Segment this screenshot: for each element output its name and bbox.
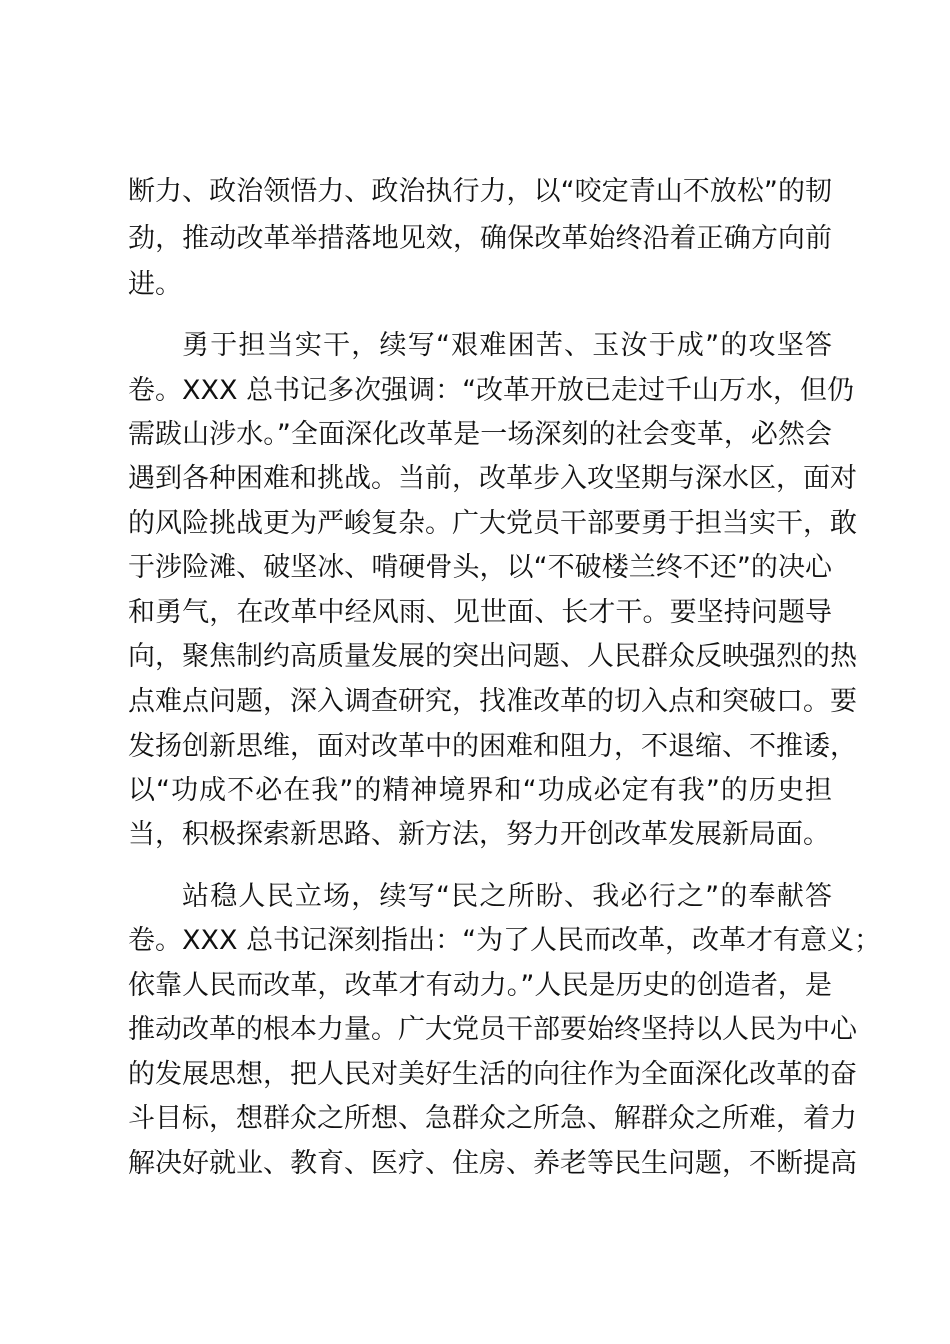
paragraph-3-line-1: 站稳人民立场，续写“民之所盼、我必行之”的奉献答 [182,881,832,912]
paragraph-3-line-5: 的发展思想，把人民对美好生活的向往作为全面深化改革的奋 [128,1059,857,1090]
paragraph-3-line-2: 卷。XXX 总书记深刻指出：“为了人民而改革，改革才有意义； [128,925,882,956]
paragraph-2-line-10: 发扬创新思维，面对改革中的困难和阻力，不退缩、不推诿， [128,731,857,762]
paragraph-3-line-4: 推动改革的根本力量。广大党员干部要始终坚持以人民为中心 [128,1014,857,1045]
paragraph-2-line-6: 于涉险滩、破坚冰、啃硬骨头，以“不破楼兰终不还”的决心 [128,552,832,583]
paragraph-3-line-6: 斗目标，想群众之所想、急群众之所急、解群众之所难，着力 [128,1103,857,1134]
paragraph-3-line-3: 依靠人民而改革，改革才有动力。”人民是历史的创造者，是 [128,970,832,1001]
paragraph-2-line-8: 向，聚焦制约高质量发展的突出问题、人民群众反映强烈的热 [128,641,857,672]
paragraph-2-line-2: 卷。XXX 总书记多次强调：“改革开放已走过千山万水，但仍 [128,375,855,406]
paragraph-3-line-7: 解决好就业、教育、医疗、住房、养老等民生问题，不断提高 [128,1148,857,1179]
paragraph-2-line-4: 遇到各种困难和挑战。当前，改革步入攻坚期与深水区，面对 [128,463,857,494]
paragraph-2-line-9: 点难点问题，深入调查研究，找准改革的切入点和突破口。要 [128,686,857,717]
paragraph-2-line-1: 勇于担当实干，续写“艰难困苦、玉汝于成”的攻坚答 [182,330,832,361]
paragraph-2-line-7: 和勇气，在改革中经风雨、见世面、长才干。要坚持问题导 [128,597,832,628]
paragraph-1-line-1: 断力、政治领悟力、政治执行力，以“咬定青山不放松”的韧 [128,176,832,207]
paragraph-2-line-12: 当，积极探索新思路、新方法，努力开创改革发展新局面。 [128,819,830,850]
paragraph-2-line-5: 的风险挑战更为严峻复杂。广大党员干部要勇于担当实干，敢 [128,508,857,539]
paragraph-2-line-3: 需跋山涉水。”全面深化改革是一场深刻的社会变革，必然会 [128,419,832,450]
paragraph-1-line-2: 劲，推动改革举措落地见效，确保改革始终沿着正确方向前 [128,223,832,254]
paragraph-1-line-3: 进。 [128,269,182,300]
paragraph-2-line-11: 以“功成不必在我”的精神境界和“功成必定有我”的历史担 [128,775,832,806]
